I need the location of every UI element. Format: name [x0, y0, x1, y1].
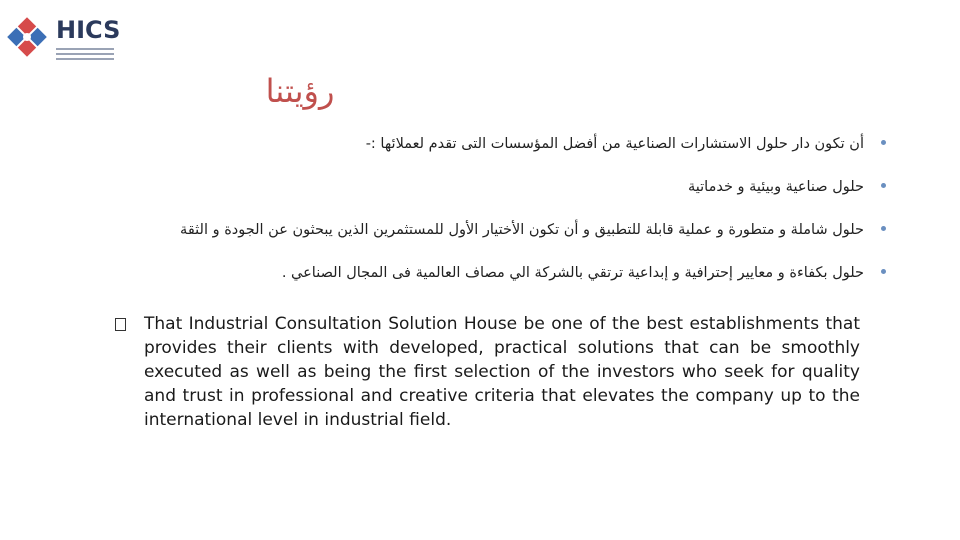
- list-item: [84, 265, 864, 308]
- logo-subtitle-lines: [56, 48, 114, 63]
- list-item-text: أن تكون دار حلول الاستشارات الصناعية من أفضل المؤسسات التى تقدم لعملائها :-: [365, 136, 864, 152]
- list-item: [84, 136, 864, 179]
- hics-logo-mark-icon: [4, 14, 50, 60]
- list-item: [84, 179, 864, 222]
- list-item-text: حلول شاملة و متطورة و عملية قابلة للتطبيق و أن تكون الأختيار الأول للمستثمرين الذين يبحثون عن الجودة و الثقة: [180, 222, 864, 238]
- bullet-icon: [881, 226, 886, 231]
- company-logo: [4, 12, 121, 64]
- list-item-text: حلول بكفاءة و معايير إحترافية و إبداعية ترتقي بالشركة الي مصاف العالمية فى المجال الصناعي .: [281, 265, 864, 281]
- bullet-icon: [881, 269, 886, 274]
- english-paragraph: That Industrial Consultation Solution House be one of the best establishments that provides their clients with developed, practical solutions that can be smoothly executed as well as being the first selection of the investors who seek for quality and trust in professional and creative criteria that elevates the company up to the international level in industrial field.: [144, 314, 860, 430]
- list-item-text: حلول صناعية وبيئية و خدماتية: [687, 179, 864, 195]
- page-title: رؤيتنا: [265, 72, 335, 110]
- bullet-icon: [881, 183, 886, 188]
- logo-text: HICS: [56, 16, 121, 44]
- square-bullet-icon: [115, 318, 126, 331]
- bullet-icon: [881, 140, 886, 145]
- list-item: [84, 222, 864, 265]
- arabic-bullet-list: [84, 136, 864, 308]
